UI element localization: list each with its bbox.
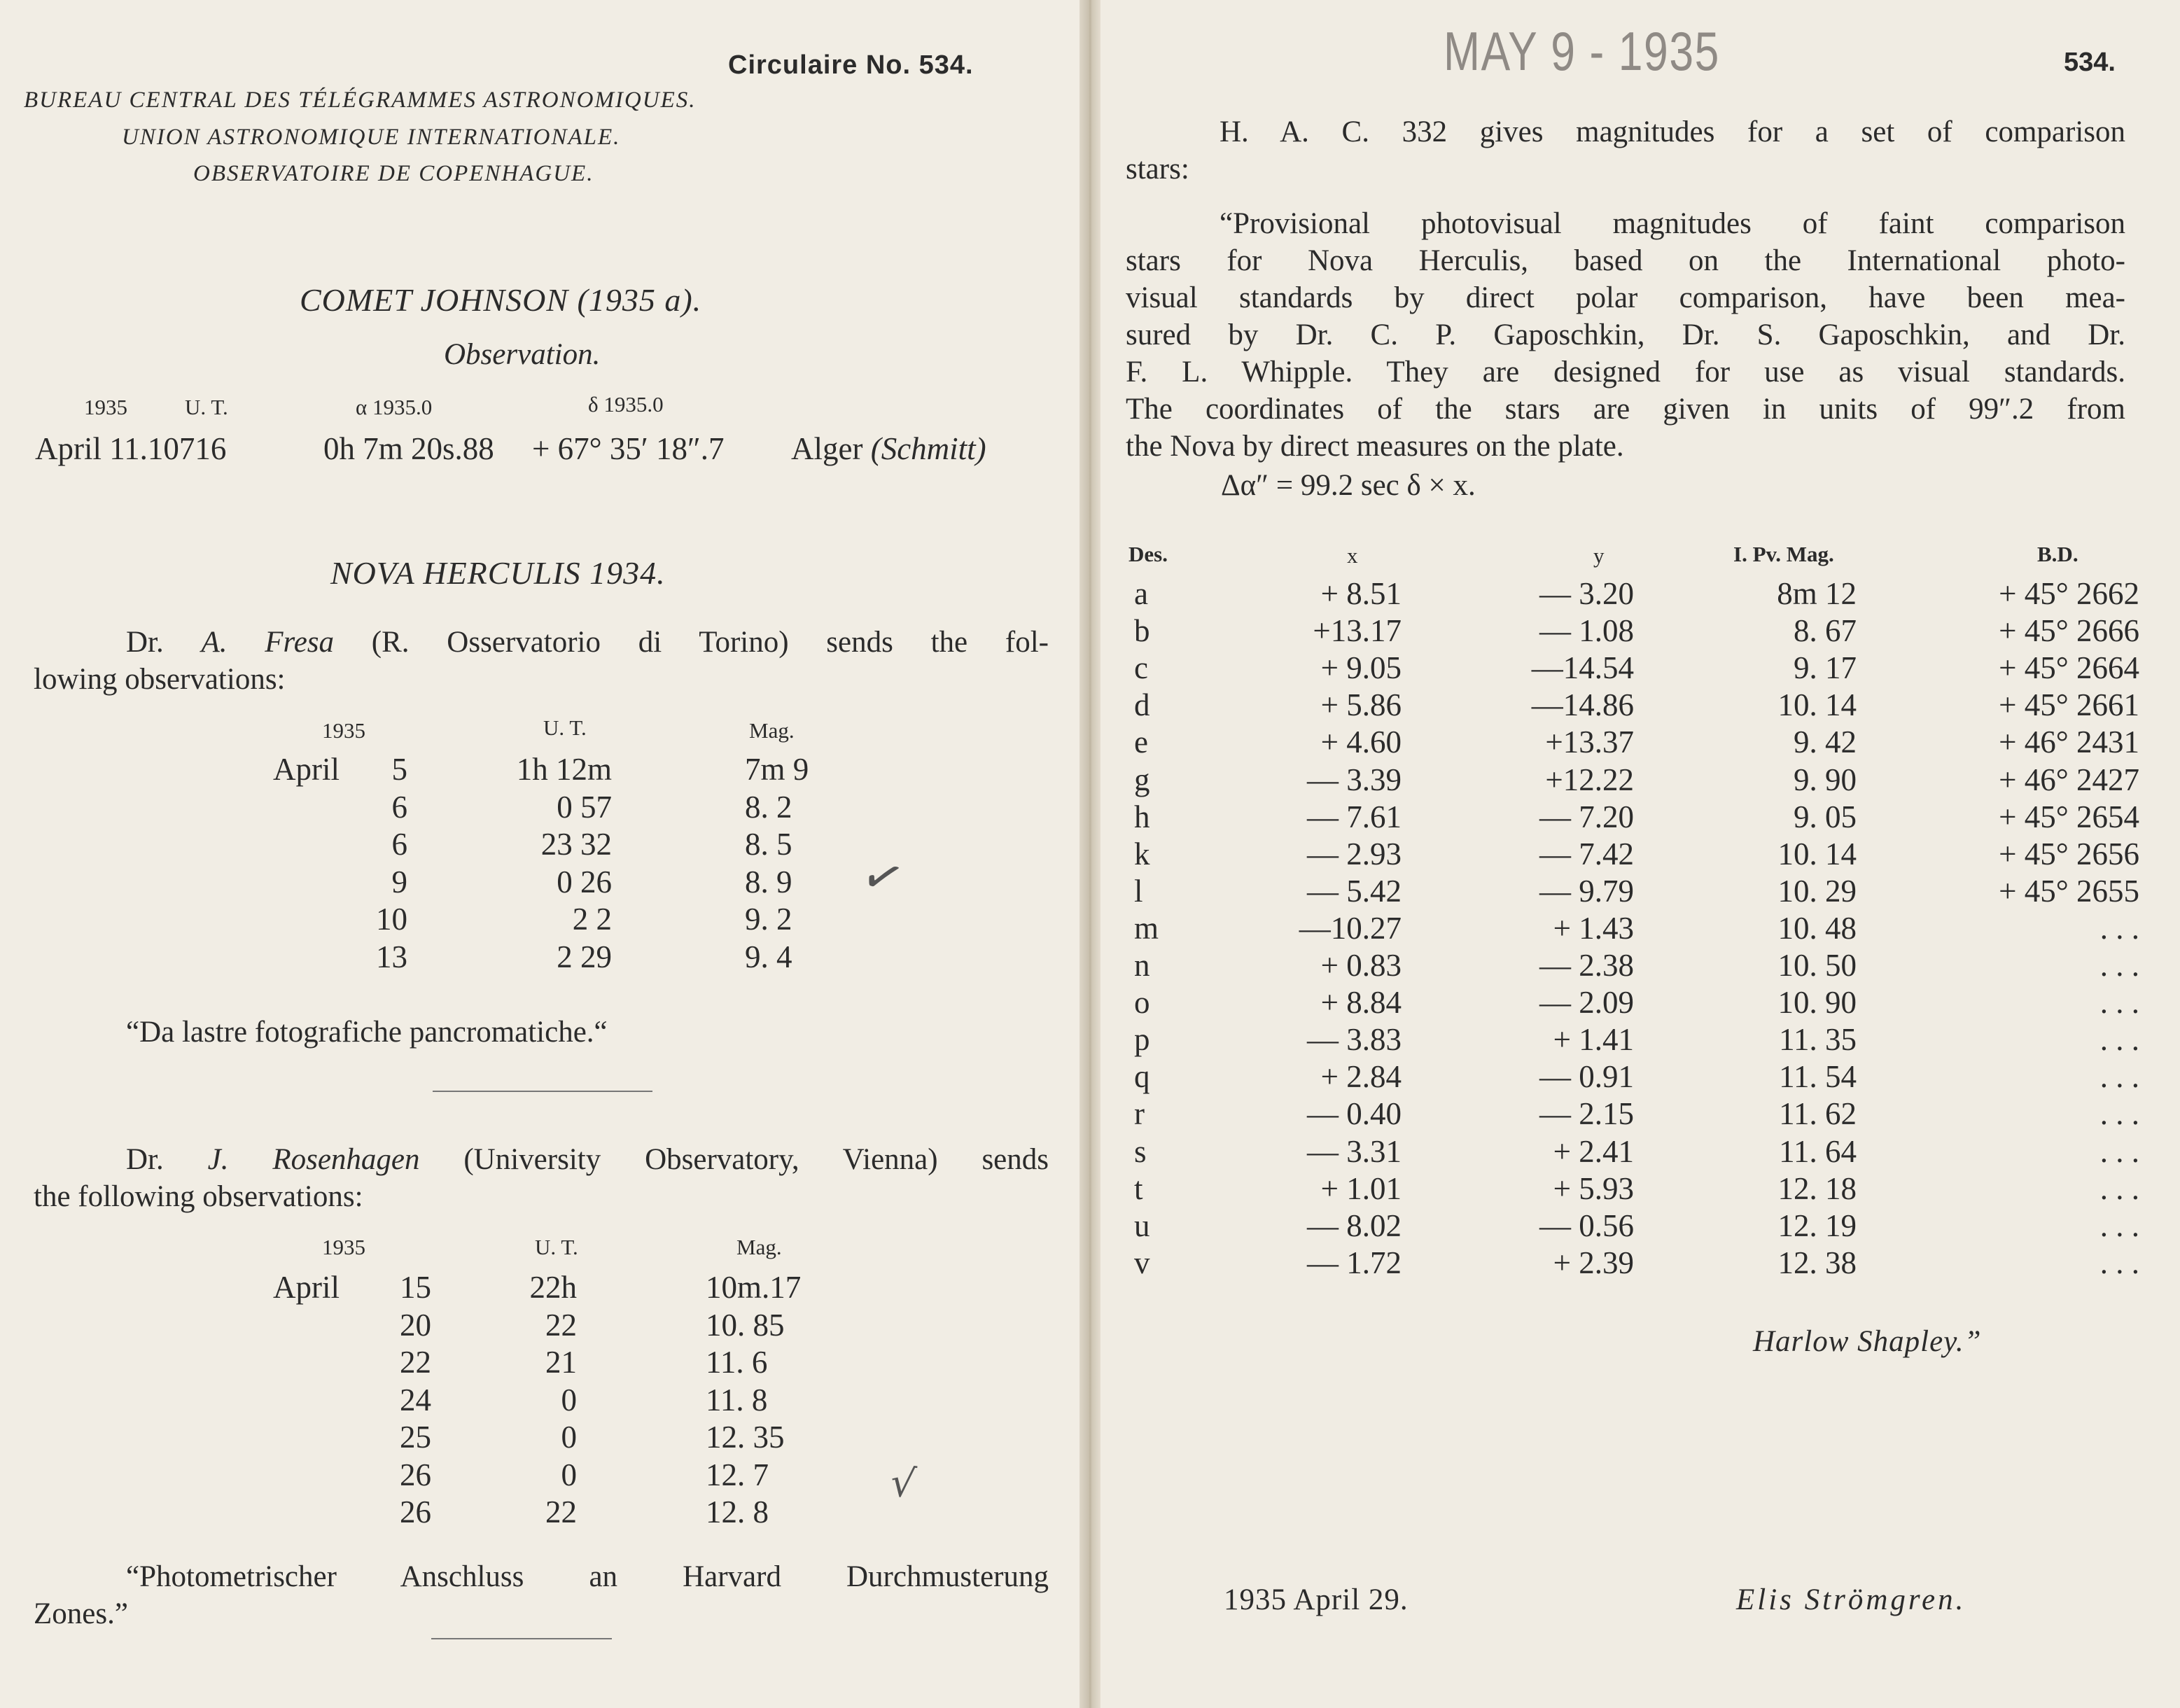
star-bd-cell: . . . — [2099, 985, 2139, 1021]
rosenhagen-ut-cell: 22 — [545, 1494, 577, 1530]
star-y-cell: —14.54 — [1531, 650, 1634, 686]
rosenhagen-ut-cell: 21 — [545, 1345, 577, 1380]
star-bd-cell: + 46° 2431 — [1999, 724, 2139, 760]
bottom-rule — [431, 1638, 612, 1639]
fresa-day-cell: 6 — [391, 827, 407, 862]
star-y-cell: — 2.09 — [1539, 985, 1634, 1021]
star-bd-cell: . . . — [2099, 948, 2139, 983]
star-des-cell: b — [1134, 613, 1150, 649]
star-des-cell: o — [1134, 985, 1150, 1021]
rosenhagen-day-cell: 22 — [400, 1345, 431, 1380]
rosenhagen-intro-post: (University Observatory, Vienna) sends — [419, 1143, 1049, 1176]
star-y-cell: — 7.42 — [1539, 836, 1634, 872]
table-header-y: y — [1593, 543, 1605, 568]
star-y-cell: — 0.91 — [1539, 1059, 1634, 1095]
star-des-cell: g — [1134, 762, 1150, 797]
rosenhagen-ut-cell: 0 — [561, 1457, 577, 1492]
rosenhagen-ut-cell: 22h — [529, 1270, 577, 1305]
star-des-cell: m — [1134, 910, 1159, 946]
star-mag-cell: 9. 05 — [1794, 799, 1857, 834]
star-mag-cell: 9. 17 — [1794, 650, 1857, 686]
fresa-name: A. Fresa — [201, 626, 335, 659]
comet-observer — [791, 433, 986, 465]
star-y-cell: +13.37 — [1545, 724, 1634, 760]
rosenhagen-ut-cell: 0 — [561, 1382, 577, 1418]
comet-observer-name: Alger — [791, 431, 863, 466]
star-bd-cell: . . . — [2099, 910, 2139, 946]
comet-ra: 0h 7m 20s.88 — [323, 431, 494, 466]
star-y-cell: + 2.41 — [1553, 1133, 1634, 1169]
star-mag-cell: 10. 48 — [1777, 910, 1857, 946]
star-mag-cell: 10. 14 — [1777, 836, 1857, 872]
star-mag-cell: 11. 54 — [1779, 1059, 1857, 1095]
table-header-mag: I. Pv. Mag. — [1733, 542, 1834, 566]
comet-header-ut: U. T. — [185, 395, 228, 419]
star-x-cell: — 2.93 — [1307, 836, 1402, 872]
fresa-day-cell: 5 — [391, 752, 407, 787]
star-bd-cell: . . . — [2099, 1022, 2139, 1058]
star-y-cell: — 0.56 — [1539, 1208, 1634, 1243]
right-intro-line2: stars: — [1126, 153, 1189, 186]
star-x-cell: + 1.01 — [1320, 1170, 1402, 1206]
star-mag-cell: 9. 90 — [1794, 762, 1857, 797]
star-mag-cell: 10. 50 — [1777, 948, 1857, 983]
star-y-cell: + 2.39 — [1553, 1245, 1634, 1280]
rosenhagen-mag-cell: 10. 85 — [706, 1307, 785, 1343]
star-des-cell: v — [1134, 1245, 1150, 1280]
star-bd-cell: . . . — [2099, 1208, 2139, 1243]
right-page — [1101, 0, 2180, 1708]
star-bd-cell: + 45° 2656 — [1999, 836, 2139, 872]
star-mag-cell: 8. 67 — [1794, 613, 1857, 649]
rosenhagen-mag-cell: 11. 8 — [706, 1382, 768, 1418]
star-bd-cell: . . . — [2099, 1133, 2139, 1169]
date-stamp: MAY 9 - 1935 — [1444, 20, 1720, 82]
star-des-cell: a — [1134, 576, 1148, 611]
rosenhagen-header-year: 1935 — [322, 1235, 365, 1259]
comet-date: April 11.10716 — [35, 431, 227, 466]
star-mag-cell: 9. 42 — [1794, 724, 1857, 760]
star-des-cell: p — [1134, 1022, 1150, 1058]
star-x-cell: + 4.60 — [1320, 724, 1402, 760]
fresa-header-ut: U. T. — [543, 715, 587, 740]
page-number: 534. — [2064, 48, 2116, 77]
formula: Δα″ = 99.2 sec δ × x. — [1221, 469, 1476, 502]
star-x-cell: — 5.42 — [1307, 873, 1402, 909]
fresa-mag-cell: 7m 9 — [745, 752, 809, 787]
quote-line-6: The coordinates of the stars are given in units of 99″.2 from — [1126, 393, 2125, 426]
star-x-cell: — 3.31 — [1307, 1133, 1402, 1169]
rosenhagen-mag-cell: 12. 35 — [706, 1420, 785, 1455]
fresa-mag-cell: 9. 4 — [745, 939, 792, 974]
star-bd-cell: + 45° 2664 — [1999, 650, 2139, 686]
fresa-ut-cell: 23 32 — [540, 827, 612, 862]
star-y-cell: +12.22 — [1545, 762, 1634, 797]
star-x-cell: — 3.83 — [1307, 1022, 1402, 1058]
star-y-cell: —14.86 — [1531, 687, 1634, 723]
fresa-day-cell: 6 — [391, 789, 407, 825]
union-heading: UNION ASTRONOMIQUE INTERNATIONALE. — [122, 125, 621, 150]
pencil-checkmark-icon: ✓ — [854, 843, 911, 911]
quote-line-2: stars for Nova Herculis, based on the International photo- — [1126, 244, 2125, 277]
star-x-cell: + 9.05 — [1320, 650, 1402, 686]
fresa-mag-cell: 9. 2 — [745, 902, 792, 937]
right-intro-line1: H. A. C. 332 gives magnitudes for a set of comparison — [1220, 115, 2125, 148]
rosenhagen-day-cell: 25 — [400, 1420, 431, 1455]
star-bd-cell: . . . — [2099, 1059, 2139, 1095]
rosenhagen-intro-line2: the following observations: — [34, 1180, 363, 1213]
comet-subtitle: Observation. — [444, 338, 601, 371]
star-des-cell: k — [1134, 836, 1150, 872]
table-header-x: x — [1347, 543, 1358, 568]
rosenhagen-month: April — [273, 1270, 340, 1305]
quote-line-4: sured by Dr. C. P. Gaposchkin, Dr. S. Gaposchkin, and Dr. — [1126, 318, 2125, 351]
star-y-cell: + 5.93 — [1553, 1170, 1634, 1206]
pencil-v-mark-icon: √ — [888, 1460, 918, 1508]
stromgren-signature: Elis Strömgren. — [1736, 1583, 1966, 1616]
star-des-cell: l — [1134, 873, 1143, 909]
comet-header-ra: α 1935.0 — [356, 395, 433, 419]
star-x-cell: — 7.61 — [1307, 799, 1402, 834]
star-x-cell: +13.17 — [1313, 613, 1402, 649]
quote-line-5: F. L. Whipple. They are designed for use as visual standards. — [1126, 356, 2125, 388]
star-bd-cell: . . . — [2099, 1245, 2139, 1280]
fresa-header-mag: Mag. — [749, 718, 795, 743]
star-des-cell: s — [1134, 1133, 1147, 1169]
bureau-heading: BUREAU CENTRAL DES TÉLÉGRAMMES ASTRONOMIQUES. — [24, 88, 697, 113]
rosenhagen-day-cell: 20 — [400, 1307, 431, 1343]
comet-observer-note: (Schmitt) — [870, 431, 986, 466]
star-mag-cell: 10. 29 — [1777, 873, 1857, 909]
rosenhagen-quote — [34, 1558, 1049, 1632]
fresa-ut-cell: 2 2 — [572, 902, 612, 937]
rosenhagen-intro-line1 — [34, 1141, 1049, 1178]
fresa-header-year: 1935 — [322, 718, 365, 743]
star-y-cell: + 1.43 — [1553, 910, 1634, 946]
fresa-mag-cell: 8. 2 — [745, 789, 792, 825]
star-bd-cell: + 45° 2666 — [1999, 613, 2139, 649]
quote-line-7: the Nova by direct measures on the plate. — [1126, 430, 1624, 463]
fresa-intro-post: (R. Osservatorio di Torino) sends the fol- — [334, 626, 1049, 659]
star-bd-cell: . . . — [2099, 1096, 2139, 1132]
star-y-cell: — 3.20 — [1539, 576, 1634, 611]
star-des-cell: q — [1134, 1059, 1150, 1095]
star-x-cell: + 5.86 — [1320, 687, 1402, 723]
star-des-cell: d — [1134, 687, 1150, 723]
circular-number: Circulaire No. 534. — [728, 50, 974, 80]
star-des-cell: n — [1134, 948, 1150, 983]
star-mag-cell: 12. 18 — [1777, 1170, 1857, 1206]
rosenhagen-mag-cell: 10m.17 — [706, 1270, 802, 1305]
rosenhagen-ut-cell: 0 — [561, 1420, 577, 1455]
star-des-cell: u — [1134, 1208, 1150, 1243]
star-y-cell: — 9.79 — [1539, 873, 1634, 909]
star-x-cell: —10.27 — [1299, 910, 1402, 946]
star-mag-cell: 10. 14 — [1777, 687, 1857, 723]
star-des-cell: e — [1134, 724, 1148, 760]
rosenhagen-header-ut: U. T. — [535, 1235, 578, 1259]
star-mag-cell: 11. 64 — [1779, 1133, 1857, 1169]
star-bd-cell: + 45° 2654 — [1999, 799, 2139, 834]
fresa-ut-cell: 2 29 — [557, 939, 612, 974]
star-mag-cell: 11. 35 — [1779, 1022, 1857, 1058]
star-x-cell: + 8.84 — [1320, 985, 1402, 1021]
observatory-heading: OBSERVATOIRE DE COPENHAGUE. — [193, 161, 594, 186]
star-des-cell: r — [1134, 1096, 1145, 1132]
rosenhagen-mag-cell: 12. 8 — [706, 1494, 769, 1530]
rosenhagen-header-mag: Mag. — [736, 1235, 782, 1259]
star-y-cell: — 2.15 — [1539, 1096, 1634, 1132]
rosenhagen-intro-pre: Dr. — [126, 1143, 208, 1176]
star-y-cell: + 1.41 — [1553, 1022, 1634, 1058]
star-x-cell: + 0.83 — [1320, 948, 1402, 983]
star-y-cell: — 7.20 — [1539, 799, 1634, 834]
star-y-cell: — 2.38 — [1539, 948, 1634, 983]
rosenhagen-day-cell: 26 — [400, 1494, 431, 1530]
star-bd-cell: . . . — [2099, 1170, 2139, 1206]
star-mag-cell: 12. 19 — [1777, 1208, 1857, 1243]
shapley-signature: Harlow Shapley.” — [1753, 1325, 1982, 1358]
star-bd-cell: + 46° 2427 — [1999, 762, 2139, 797]
star-bd-cell: + 45° 2662 — [1999, 576, 2139, 611]
star-x-cell: + 2.84 — [1320, 1059, 1402, 1095]
star-x-cell: — 1.72 — [1307, 1245, 1402, 1280]
quote-line-1: “Provisional photovisual magnitudes of faint comparison — [1220, 207, 2125, 240]
rosenhagen-mag-cell: 12. 7 — [706, 1457, 769, 1492]
star-mag-cell: 8m 12 — [1777, 576, 1857, 611]
divider-rule — [433, 1091, 652, 1092]
fresa-day-cell: 9 — [391, 864, 407, 899]
signature-date: 1935 April 29. — [1224, 1583, 1409, 1616]
rosenhagen-day-cell: 26 — [400, 1457, 431, 1492]
star-bd-cell: + 45° 2661 — [1999, 687, 2139, 723]
star-y-cell: — 1.08 — [1539, 613, 1634, 649]
comet-dec: + 67° 35′ 18″.7 — [532, 431, 725, 466]
table-header-bd: B.D. — [2037, 542, 2078, 566]
star-mag-cell: 10. 90 — [1777, 985, 1857, 1021]
comet-header-dec: δ 1935.0 — [588, 392, 664, 416]
rosenhagen-mag-cell: 11. 6 — [706, 1345, 768, 1380]
fresa-intro-line2: lowing observations: — [34, 663, 286, 696]
star-des-cell: c — [1134, 650, 1148, 686]
rosenhagen-quote-line2: Zones.” — [34, 1597, 128, 1630]
fresa-intro-line1 — [34, 624, 1049, 661]
fresa-day-cell: 13 — [376, 939, 407, 974]
quote-line-3: visual standards by direct polar comparison, have been mea- — [1126, 281, 2125, 314]
rosenhagen-quote-line1: “Photometrischer Anschluss an Harvard Durchmusterung — [126, 1560, 1049, 1593]
fresa-ut-cell: 0 57 — [557, 789, 612, 825]
fresa-mag-cell: 8. 9 — [745, 864, 792, 899]
star-des-cell: t — [1134, 1170, 1143, 1206]
rosenhagen-name: J. Rosenhagen — [207, 1143, 420, 1176]
comet-header-year: 1935 — [84, 395, 127, 419]
book-gutter — [1079, 0, 1101, 1708]
table-header-des: Des. — [1129, 542, 1168, 566]
right-intro — [1126, 113, 2125, 188]
fresa-month: April — [273, 752, 340, 787]
star-mag-cell: 12. 38 — [1777, 1245, 1857, 1280]
star-x-cell: — 0.40 — [1307, 1096, 1402, 1132]
shapley-quote — [1126, 205, 2125, 465]
rosenhagen-day-cell: 15 — [400, 1270, 431, 1305]
fresa-intro-pre: Dr. — [126, 626, 202, 659]
left-page — [0, 0, 1079, 1708]
comet-title: COMET JOHNSON (1935 a). — [300, 282, 702, 318]
star-x-cell: + 8.51 — [1320, 576, 1402, 611]
star-x-cell: — 3.39 — [1307, 762, 1402, 797]
rosenhagen-day-cell: 24 — [400, 1382, 431, 1418]
star-x-cell: — 8.02 — [1307, 1208, 1402, 1243]
fresa-quote: “Da lastre fotografiche pancromatiche.“ — [126, 1016, 608, 1049]
rosenhagen-ut-cell: 22 — [545, 1307, 577, 1343]
fresa-day-cell: 10 — [376, 902, 407, 937]
star-mag-cell: 11. 62 — [1779, 1096, 1857, 1132]
nova-title: NOVA HERCULIS 1934. — [330, 555, 666, 591]
fresa-ut-cell: 1h 12m — [516, 752, 612, 787]
star-des-cell: h — [1134, 799, 1150, 834]
star-bd-cell: + 45° 2655 — [1999, 873, 2139, 909]
fresa-ut-cell: 0 26 — [557, 864, 612, 899]
rosenhagen-intro — [34, 1141, 1049, 1215]
fresa-mag-cell: 8. 5 — [745, 827, 792, 862]
fresa-intro — [34, 624, 1049, 698]
